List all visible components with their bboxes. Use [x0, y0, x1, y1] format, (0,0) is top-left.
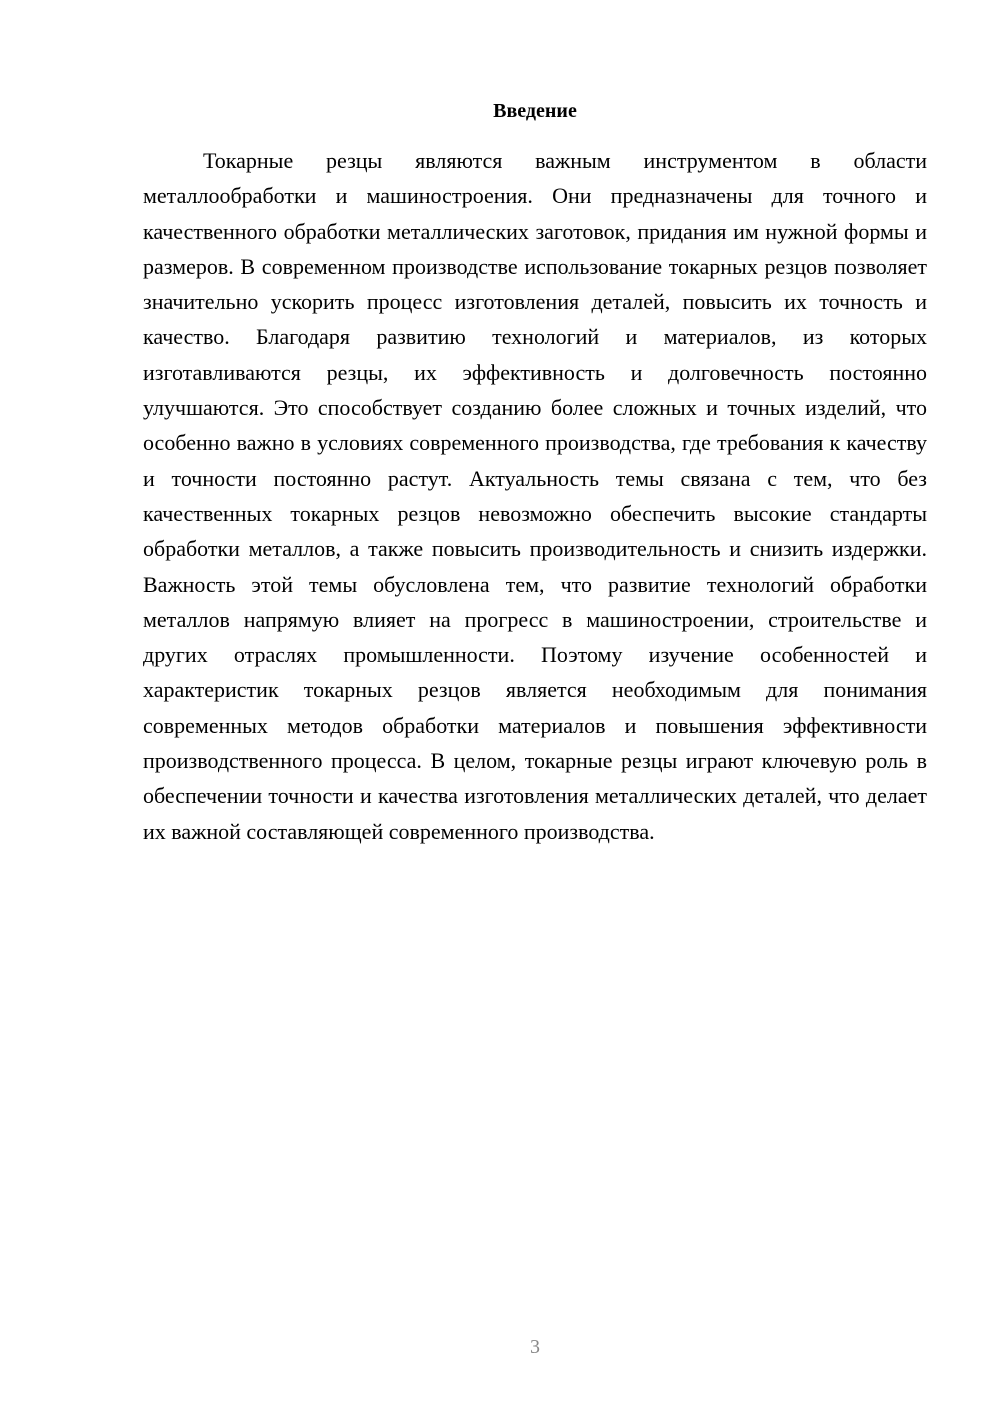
page-number: 3: [530, 1336, 540, 1358]
section-heading: Введение: [493, 100, 577, 122]
body-paragraph: Токарные резцы являются важным инструментом в области металлообработки и машиностроения. Они предназначены для точного и качественного обработки металлических заготовок, придания им нужной формы и размеров. В современном производстве использование токарных резцов позволяет значительно ускорить процесс изготовления деталей, повысить их точность и качество. Благодаря развитию технологий и материалов, из которых изготавливаются резцы, их эффективность и долговечность постоянно улучшаются. Это способствует созданию более сложных и точных изделий, что особенно важно в условиях современного производства, где требования к качеству и точности постоянно растут. Актуальность темы связана с тем, что без качественных токарных резцов невозможно обеспечить высокие стандарты обработки металлов, а также повысить производительность и снизить издержки. Важность этой темы обусловлена тем, что развитие технологий обработки металлов напрямую влияет на прогресс в машиностроении, строительстве и других отраслях промышленности. Поэтому изучение особенностей и характеристик токарных резцов является необходимым для понимания современных методов обработки материалов и повышения эффективности производственного процесса. В целом, токарные резцы играют ключевую роль в обеспечении точности и качества изготовления металлических деталей, что делает их важной составляющей современного производства.: [143, 148, 927, 844]
